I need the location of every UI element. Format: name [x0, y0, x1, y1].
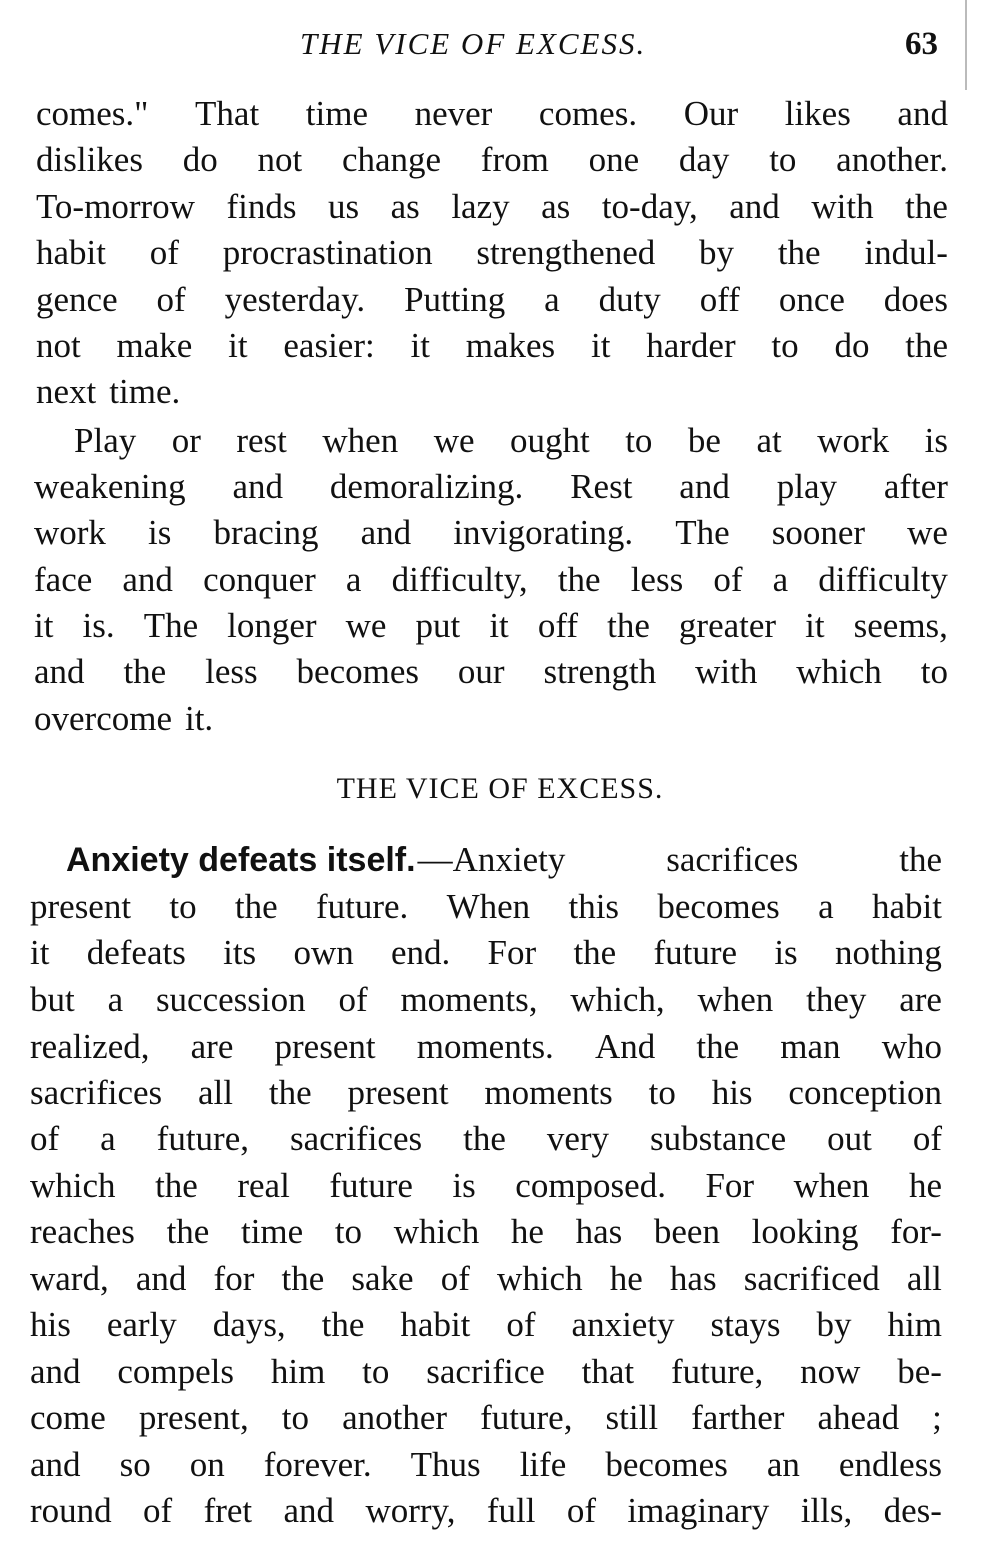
section-heading: THE VICE OF EXCESS.: [336, 772, 664, 805]
text-line: next time.: [36, 372, 181, 411]
text-line: his early days, the habit of anxiety stays by him: [30, 1305, 942, 1344]
text-line: not make it easier: it makes it harder to do the: [36, 326, 948, 365]
text-line: present to the future. When this becomes a habit: [30, 887, 942, 926]
text-line: and so on forever. Thus life becomes an endless: [30, 1445, 942, 1484]
text-line: dislikes do not change from one day to another.: [36, 140, 948, 179]
text-line: weakening and demoralizing. Rest and play after: [34, 467, 948, 506]
run-in-title: Anxiety defeats itself.: [66, 841, 416, 879]
text-line: reaches the time to which he has been looking for-: [30, 1212, 942, 1251]
text-line: round of fret and worry, full of imaginary ills, des-: [30, 1491, 942, 1530]
text-line: To-morrow finds us as lazy as to-day, and with the: [36, 187, 948, 226]
text-line: of a future, sacrifices the very substance out of: [30, 1119, 942, 1158]
text-line: overcome it.: [34, 699, 214, 738]
text-line: and the less becomes our strength with which to: [34, 652, 948, 691]
text-line: Play or rest when we ought to be at work is: [74, 421, 948, 460]
text-line: Anxiety defeats itself.—Anxiety sacrifices the: [66, 840, 942, 879]
text-line: ward, and for the sake of which he has sacrificed all: [30, 1259, 942, 1298]
text-line: it is. The longer we put it off the greater it seems,: [34, 606, 948, 645]
text-line: habit of procrastination strengthened by the indul-: [36, 233, 948, 272]
page-number: 63: [905, 26, 938, 62]
text-line: which the real future is composed. For when he: [30, 1166, 942, 1205]
text-line: gence of yesterday. Putting a duty off once does: [36, 280, 948, 319]
text-line: work is bracing and invigorating. The sooner we: [34, 513, 948, 552]
text-line: comes." That time never comes. Our likes and: [36, 94, 948, 133]
text-line: and compels him to sacrifice that future, now be-: [30, 1352, 942, 1391]
running-title: THE VICE OF EXCESS.: [300, 26, 647, 61]
text-line: face and conquer a difficulty, the less of a difficulty: [34, 560, 948, 599]
text-line: realized, are present moments. And the man who: [30, 1027, 942, 1066]
text-line: it defeats its own end. For the future is nothing: [30, 933, 942, 972]
running-head: [0, 26, 1000, 66]
text-line: sacrifices all the present moments to his conception: [30, 1073, 942, 1112]
text-line: but a succession of moments, which, when they are: [30, 980, 942, 1019]
text-line: come present, to another future, still farther ahead ;: [30, 1398, 942, 1437]
